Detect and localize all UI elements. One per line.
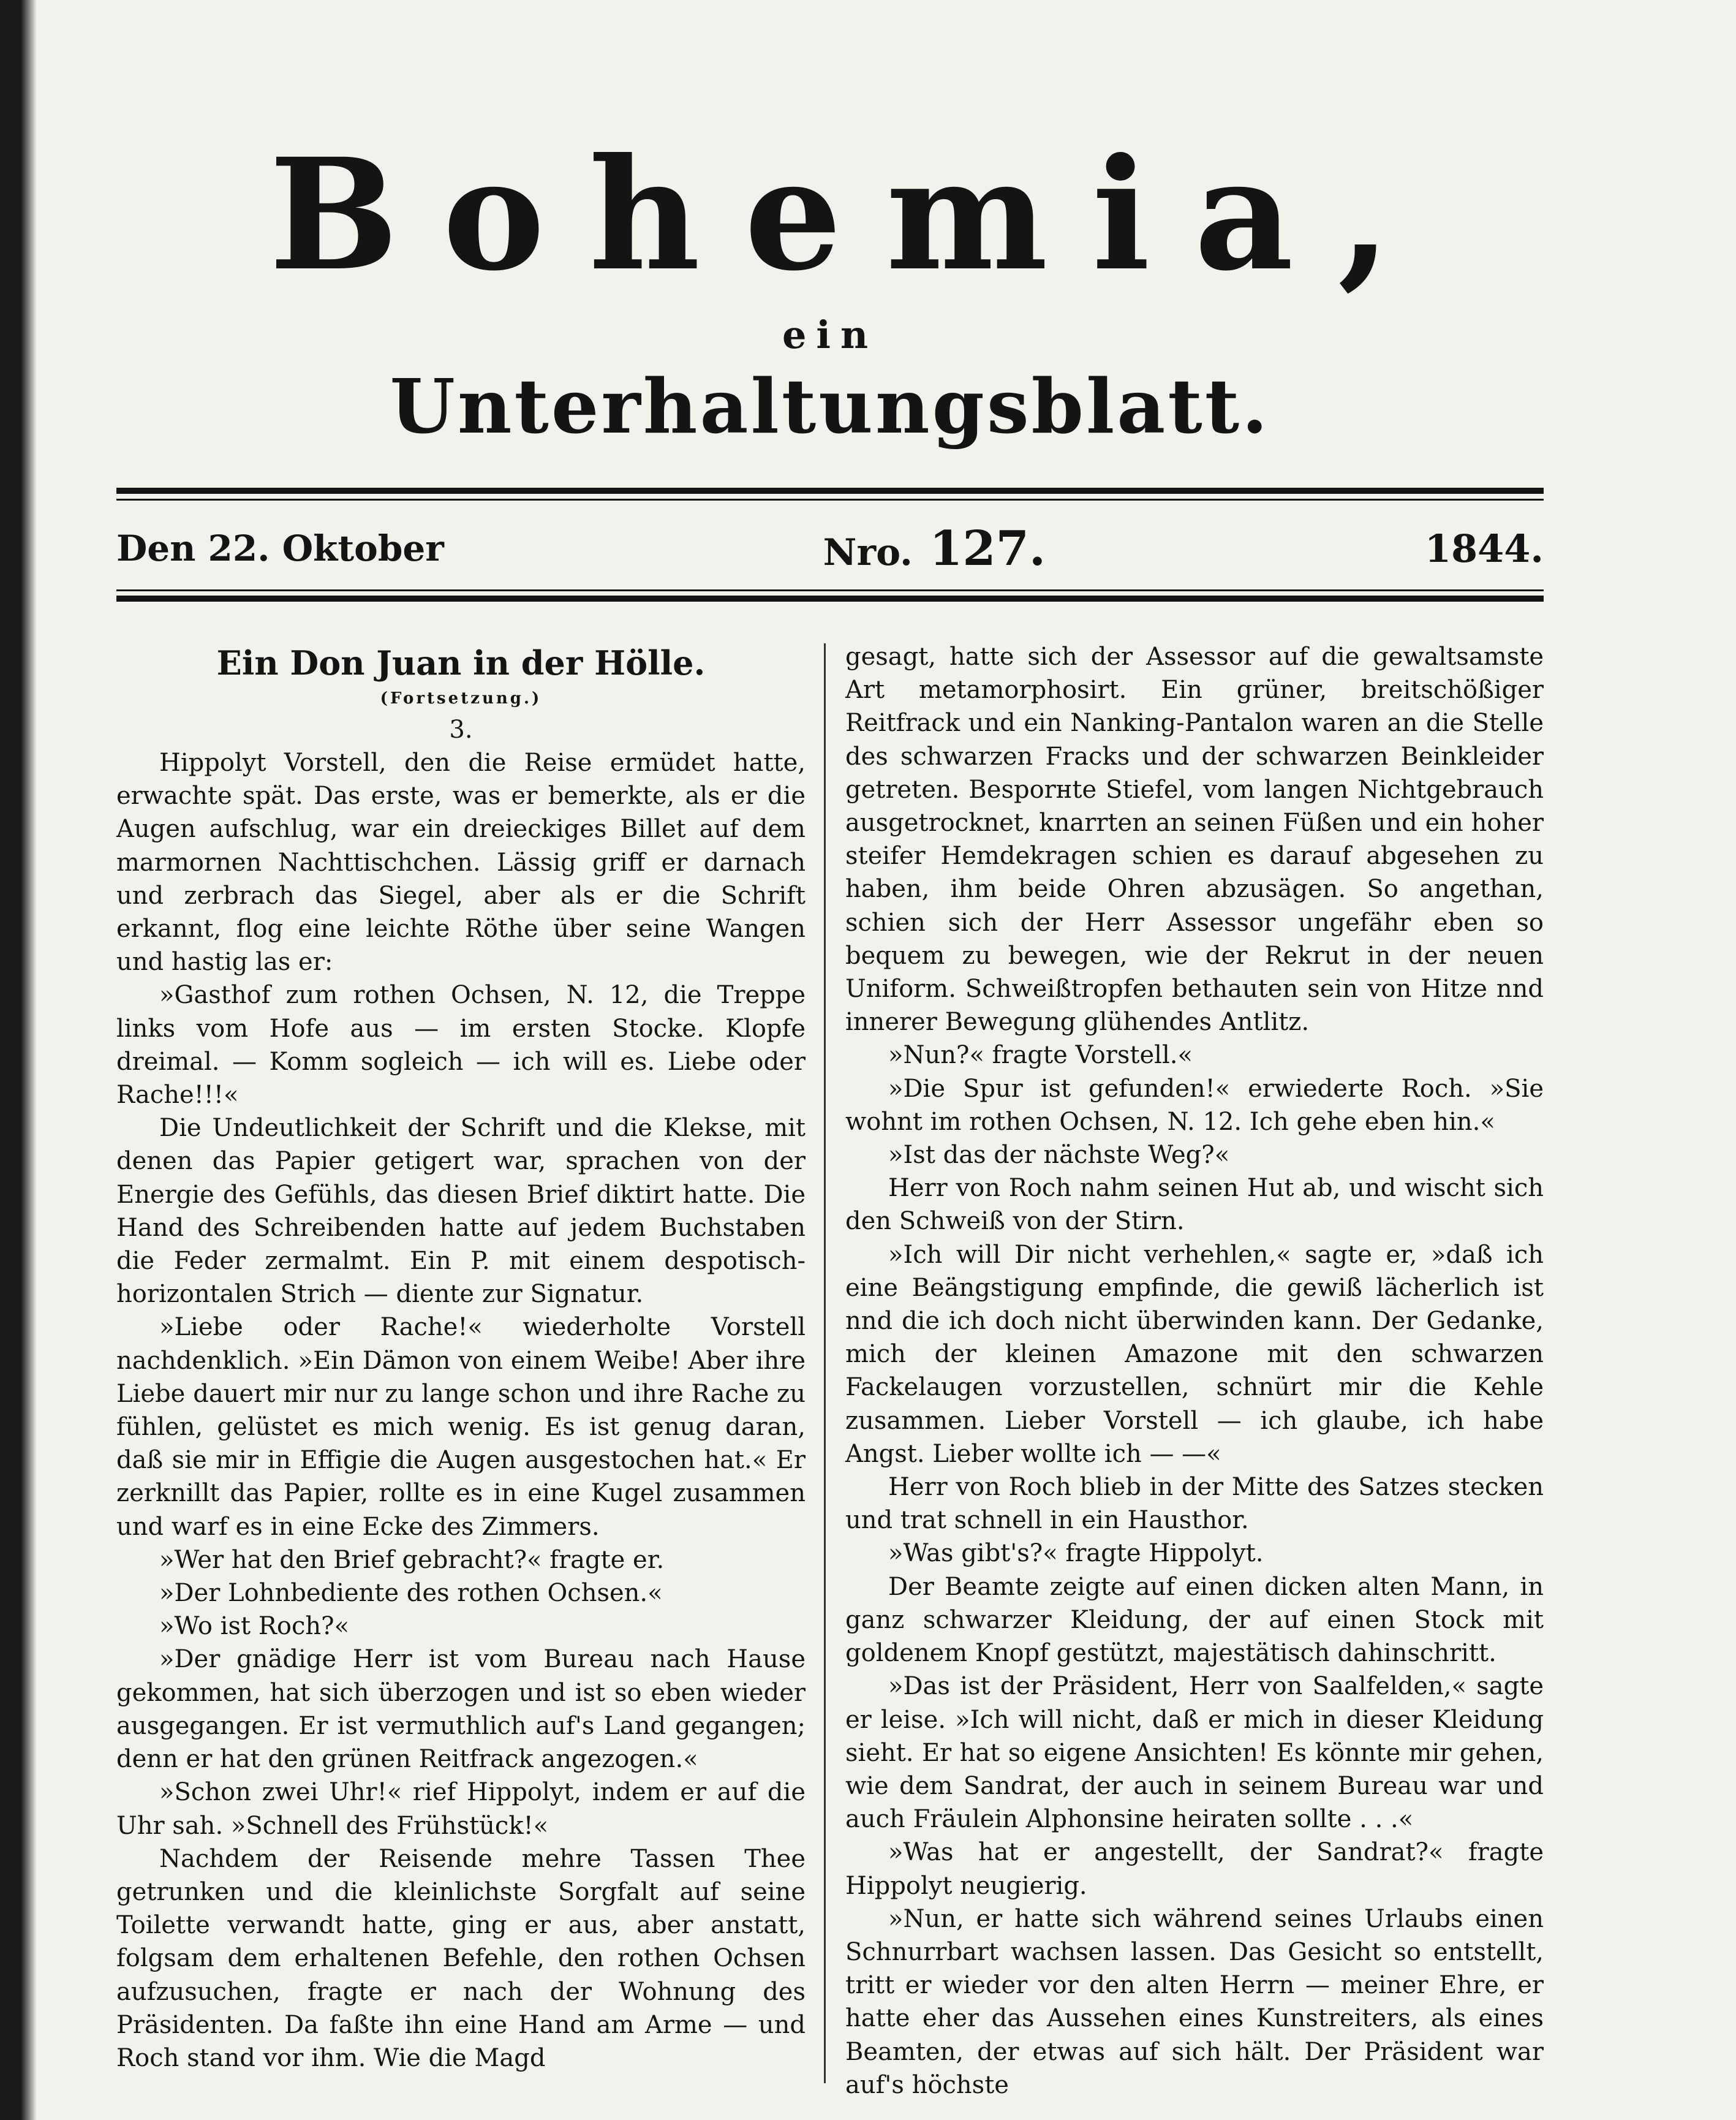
subtitle-main: Unterhaltungsblatt. [390, 362, 1270, 450]
paragraph: »Was gibt's?« fragte Hippolyt. [888, 1539, 1264, 1568]
bottom-rule-thick [116, 596, 1544, 602]
issue-number [823, 521, 1046, 577]
paragraph: »Wer hat den Brief gebracht?« fragte er. [159, 1545, 665, 1574]
paragraph: Die Undeutlichkeit der Schrift und die Klekse, mit denen das Papier getigert war, sprachen von der Energie des Gefühls, das diesen Brief diktirt hatte. Die Hand des Schreibenden hatte auf jedem Buchstaben die Feder zermalmt. Ein P. mit einem despotisch-horizontalen Strich — diente zur Signatur. [116, 1114, 806, 1309]
paragraph: »Liebe oder Rache!« wiederholte Vorstell nachdenklich. »Ein Dämon von einem Weibe! Aber ihre Liebe dauert mir nur zu lange schon und ihre Rache zu fühlen, gelüstet es mich wenig. Es ist genug daran, daß sie mir in Effigie die Augen ausgestochen hat.« Er zerknillt das Papier, rollte es in eine Kugel zusammen und warf es in eine Ecke des Zimmers. [116, 1313, 806, 1541]
newspaper-title: Bohemia, [269, 124, 1435, 305]
paragraph: »Nun, er hatte sich während seines Urlaubs einen Schnurrbart wachsen lassen. Das Gesicht so entstellt, tritt er wieder vor den alten Herrn — meiner Ehre, er hatte eher das Aussehen eines Kunstreiters, als eines Beamten, der etwas auf sich hält. Der Präsident war auf's höchste [845, 1904, 1544, 2099]
paragraph: »Das ist der Präsident, Herr von Saalfelden,« sagte er leise. »Ich will nicht, daß er mich in dieser Kleidung sieht. Er hat so eigene Ansichten! Es könnte mir gehen, wie dem Sandrat, der auch in seinem Bureau war und auch Fräulein Alphonsine heiraten sollte . . .« [845, 1672, 1544, 1834]
paragraph: »Wo ist Roch?« [159, 1612, 350, 1641]
issue-date: Den 22. Oktober [116, 528, 444, 569]
paragraph: gesagt, hatte sich der Assessor auf die gewaltsamste Art metamorphosirt. Ein grüner, breitschößiger Reitfrack und ein Nanking-Pantalon waren an die Stelle des schwarzen Fracks und der schwarzen Beinkleider getreten. Besporнte Stiefel, vom langen Nichtgebrauch ausgetrocknet, knarrten an seinen Füßen und ein hoher steifer Hemdekragen schien es darauf abgesehen zu haben, ihm beide Ohren abzusägen. So angethan, schien sich der Herr Assessor ungefähr eben so bequem zu bewegen, wie der Rekrut in der neuen Uniform. Schweißtropfen bethauten sein von Hitze nnd innerer Bewegung glühendes Antlitz. [845, 643, 1544, 1037]
left-column [116, 643, 806, 2075]
issue-number-value: 127. [929, 520, 1046, 577]
column-divider [824, 643, 826, 2083]
article-title: Ein Don Juan in der Hölle. [216, 643, 706, 683]
paragraph: »Schon zwei Uhr!« rief Hippolyt, indem er auf die Uhr sah. »Schnell des Frühstück!« [116, 1778, 806, 1840]
right-column [845, 640, 1544, 2102]
article-continued: (Fortsetzung.) [380, 689, 542, 708]
issue-number-prefix: Nro. [823, 531, 913, 574]
subtitle-ein: ein [782, 312, 878, 357]
paragraph: »Ist das der nächste Weg?« [888, 1141, 1230, 1170]
issue-year: 1844. [1424, 526, 1544, 571]
paragraph: Herr von Roch nahm seinen Hut ab, und wischt sich den Schweiß von der Stirn. [845, 1174, 1544, 1236]
paragraph: Nachdem der Reisende mehre Tassen Thee getrunken und die kleinlichste Sorgfalt auf seine Toilette verwandt hatte, ging er aus, aber anstatt, folgsam dem erhaltenen Befehle, den rothen Ochsen aufzusuchen, fragte er nach der Wohnung des Präsidenten. Da faßte ihn eine Hand am Arme — und Roch stand vor ihm. Wie die Magd [116, 1844, 806, 2072]
paragraph: »Ich will Dir nicht verhehlen,« sagte er, »daß ich eine Beängstigung empfinde, die gewiß lächerlich ist nnd die ich doch nicht überwinden kann. Der Gedanke, mich der kleinen Amazone mit den schwarzen Fackelaugen vorzustellen, schnürt mir die Kehle zusammen. Lieber Vorstell — ich glaube, ich habe Angst. Lieber wollte ich — —« [845, 1240, 1544, 1468]
bottom-rule-thin [116, 589, 1544, 591]
paragraph: »Gasthof zum rothen Ochsen, N. 12, die Treppe links vom Hofe aus — im ersten Stocke. Klopfe dreimal. — Komm sogleich — ich will es. Liebe oder Rache!!!« [116, 981, 806, 1110]
paragraph: »Der gnädige Herr ist vom Bureau nach Hause gekommen, hat sich überzogen und ist so eben wieder ausgegangen. Er ist vermuthlich auf's Land gegangen; denn er hat den grünen Reitfrack angezogen.« [116, 1645, 806, 1774]
paragraph: Der Beamte zeigte auf einen dicken alten Mann, in ganz schwarzer Kleidung, der auf einen Stock mit goldenem Knopf gestützt, majestätisch dahinschritt. [845, 1572, 1544, 1668]
paragraph: »Der Lohnbediente des rothen Ochsen.« [159, 1579, 663, 1608]
top-rule-thick [116, 488, 1544, 494]
masthead [116, 123, 1544, 449]
dateline [116, 521, 1544, 576]
top-rule-thin [116, 499, 1544, 501]
paragraph: »Nun?« fragte Vorstell.« [888, 1041, 1193, 1070]
paragraph: »Was hat er angestellt, der Sandrat?« fragte Hippolyt neugierig. [845, 1838, 1544, 1900]
page-edge-shadow [0, 0, 37, 2120]
paragraph: Hippolyt Vorstell, den die Reise ermüdet hatte, erwachte spät. Das erste, was er bemerkte, als er die Augen aufschlug, war ein dreieckiges Billet auf dem marmornen Nachttischchen. Lässig griff er darnach und zerbrach das Siegel, aber als er die Schrift erkannt, flog eine leichte Röthe über seine Wangen und hastig las er: [116, 749, 806, 977]
chapter-number: 3. [449, 716, 473, 744]
paragraph: Herr von Roch blieb in der Mitte des Satzes stecken und trat schnell in ein Hausthor. [845, 1473, 1544, 1535]
paragraph: »Die Spur ist gefunden!« erwiederte Roch. »Sie wohnt im rothen Ochsen, N. 12. Ich gehe eben hin.« [845, 1074, 1544, 1136]
